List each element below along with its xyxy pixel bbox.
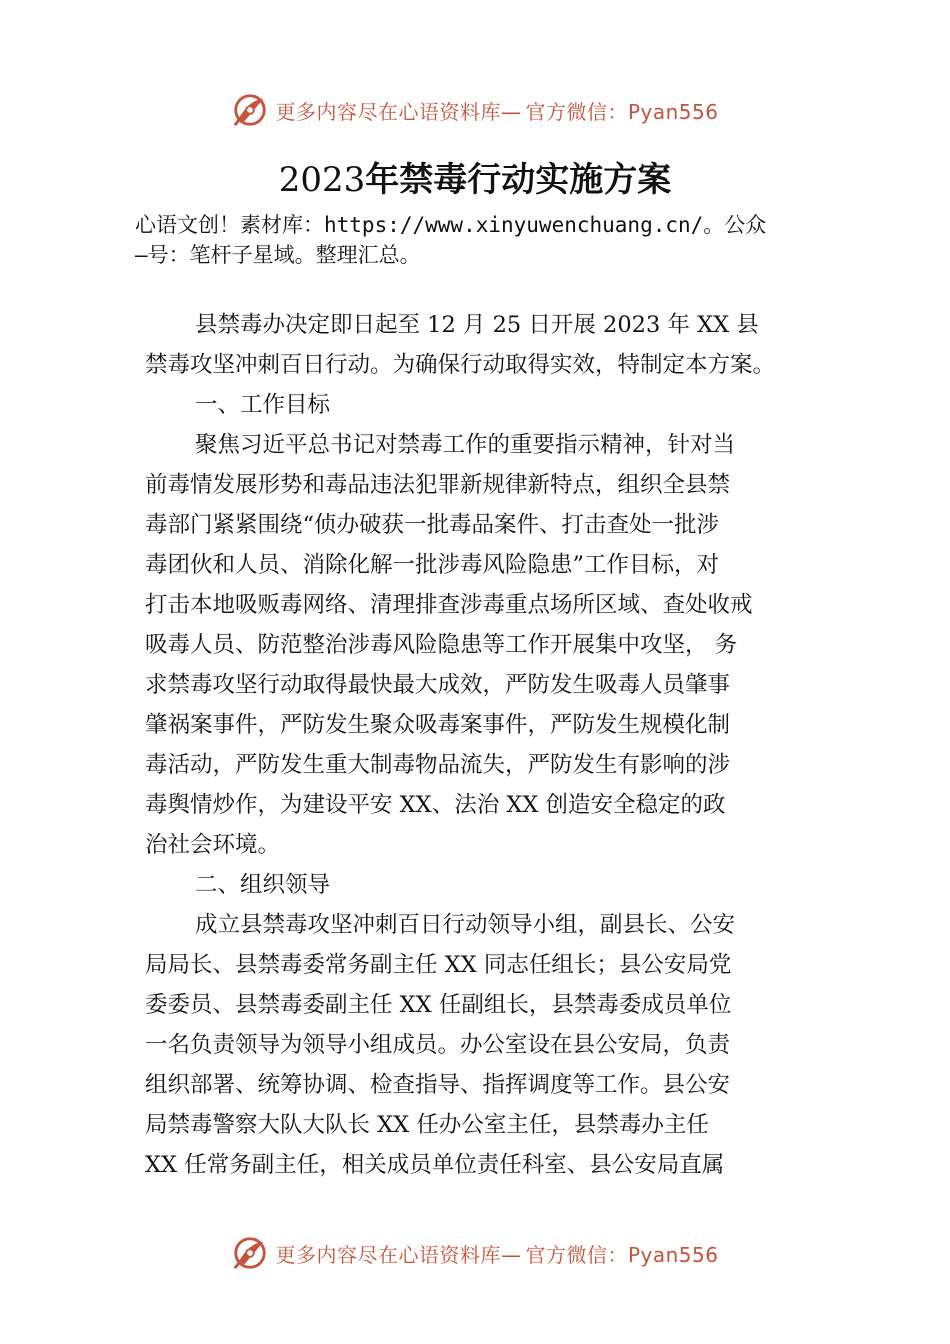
paragraph-line: XX 任常务副主任，相关成员单位责任科室、县公安局直属 bbox=[145, 1152, 725, 1178]
paragraph-line: 局局长、县禁毒委常务副主任 XX 同志任组长；县公安局党 bbox=[145, 952, 732, 978]
section-heading: 二、组织领导 bbox=[195, 872, 331, 898]
xinyu-logo-icon bbox=[231, 1234, 269, 1272]
paragraph-line: 毒舆情炒作，为建设平安 XX、法治 XX 创造安全稳定的政 bbox=[145, 792, 726, 818]
paragraph-line: 禁毒攻坚冲刺百日行动。为确保行动取得实效，特制定本方案。 bbox=[145, 352, 776, 378]
source-line: 心语文创！素材库：https://www.xinyuwenchuang.cn/。公众 bbox=[135, 213, 767, 237]
footer-watermark bbox=[0, 1233, 950, 1273]
watermark-wechat: 官方微信：Pyan556 bbox=[525, 1242, 719, 1267]
paragraph-line: 毒部门紧紧围绕“侦办破获一批毒品案件、打击查处一批涉 bbox=[145, 512, 720, 538]
paragraph-line: 肇祸案事件，严防发生聚众吸毒案事件，严防发生规模化制 bbox=[145, 712, 731, 738]
paragraph-line: 打击本地吸贩毒网络、清理排查涉毒重点场所区域、查处收戒 bbox=[145, 592, 753, 618]
source-line: —号：笔杆子星域。整理汇总。 bbox=[135, 243, 421, 267]
paragraph-line: 前毒情发展形势和毒品违法犯罪新规律新特点，组织全县禁 bbox=[145, 472, 731, 498]
xinyu-logo-icon bbox=[231, 91, 269, 129]
paragraph-line: 成立县禁毒攻坚冲刺百日行动领导小组，副县长、公安 bbox=[195, 912, 736, 938]
paragraph-line: 治社会环境。 bbox=[145, 832, 281, 858]
paragraph-line: 一名负责领导为领导小组成员。办公室设在县公安局，负责 bbox=[145, 1032, 731, 1058]
paragraph-line: 求禁毒攻坚行动取得最快最大成效，严防发生吸毒人员肇事 bbox=[145, 672, 731, 698]
document-title: 2023年禁毒行动实施方案 bbox=[278, 160, 672, 200]
watermark-text: 更多内容尽在心语资料库— 官方微信：Pyan556 bbox=[275, 1242, 719, 1267]
source-note bbox=[135, 210, 835, 270]
header-watermark bbox=[0, 90, 950, 130]
paragraph-line: 组织部署、统筹协调、检查指导、指挥调度等工作。县公安 bbox=[145, 1072, 731, 1098]
paragraph-line: 毒活动，严防发生重大制毒物品流失，严防发生有影响的涉 bbox=[145, 752, 731, 778]
paragraph-line: 吸毒人员、防范整治涉毒风险隐患等工作开展集中攻坚， 务 bbox=[145, 632, 738, 658]
paragraph-line: 委委员、县禁毒委副主任 XX 任副组长，县禁毒委成员单位 bbox=[145, 992, 732, 1018]
paragraph-line: 聚焦习近平总书记对禁毒工作的重要指示精神，针对当 bbox=[195, 432, 736, 458]
paragraph-line: 局禁毒警察大队大队长 XX 任办公室主任，县禁毒办主任 bbox=[145, 1112, 709, 1138]
section-heading: 一、工作目标 bbox=[195, 392, 331, 418]
paragraph-line: 毒团伙和人员、消除化解一批涉毒风险隐患”工作目标，对 bbox=[145, 552, 720, 578]
watermark-wechat: 官方微信：Pyan556 bbox=[525, 99, 719, 124]
watermark-text: 更多内容尽在心语资料库— 官方微信：Pyan556 bbox=[275, 99, 719, 124]
paragraph-line: 县禁毒办决定即日起至 12 月 25 日开展 2023 年 XX 县 bbox=[195, 312, 759, 338]
